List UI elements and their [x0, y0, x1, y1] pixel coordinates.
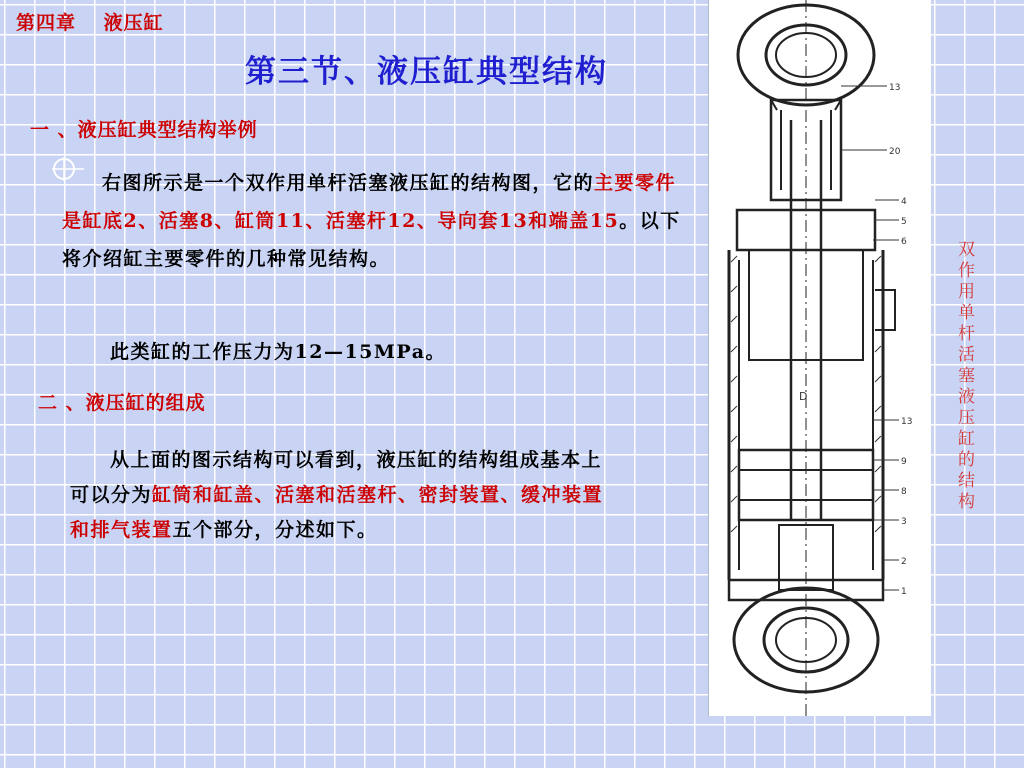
section-heading-composition: 二 、液压缸的组成	[38, 392, 206, 414]
composition-intro-text: 从上面的图示结构可以看到，液压缸的结构组成基本上可以分为	[70, 449, 603, 506]
figure-caption: 双作用单杆活塞液压缸的结构	[954, 240, 974, 513]
callout-label: 3	[901, 517, 907, 527]
callout-label: 13	[901, 417, 913, 427]
callout-label: 8	[901, 487, 907, 497]
callout-label: 6	[901, 237, 907, 247]
pressure-note: 此类缸的工作压力为12—15MPa。	[110, 341, 447, 363]
hydraulic-cylinder-drawing	[709, 0, 931, 716]
callout-label: 20	[889, 147, 901, 157]
composition-closing-text: 五个部分，分述如下。	[172, 519, 378, 541]
composition-parts-text: 缸筒和缸盖、活塞和活塞杆、密封装置、缓冲装置和排气装置	[70, 484, 604, 541]
paragraph-composition	[70, 443, 622, 548]
paragraph-structure-intro	[62, 164, 682, 278]
callout-label: 2	[901, 557, 907, 567]
cylinder-drawing-panel	[708, 0, 931, 716]
chapter-label: 第四章 液压缸	[16, 12, 164, 34]
intro-text: 右图所示是一个双作用单杆活塞液压缸的结构图，它的	[102, 172, 595, 194]
callout-label: 4	[901, 197, 907, 207]
callout-label: 9	[901, 457, 907, 467]
section-heading-examples: 一 、液压缸典型结构举例	[30, 119, 258, 141]
callout-label: 13	[889, 83, 901, 93]
intro-closing-text: 。以下将介绍缸主要零件的几种常见结构。	[62, 210, 681, 270]
page-title: 第三节、液压缸典型结构	[245, 54, 608, 90]
callout-label: 1	[901, 587, 907, 597]
dimension-label: D	[799, 390, 808, 403]
main-parts-text: 主要零件是缸底2、活塞8、缸筒11、活塞杆12、导向套13和端盖15	[62, 172, 677, 232]
callout-label: 5	[901, 217, 907, 227]
